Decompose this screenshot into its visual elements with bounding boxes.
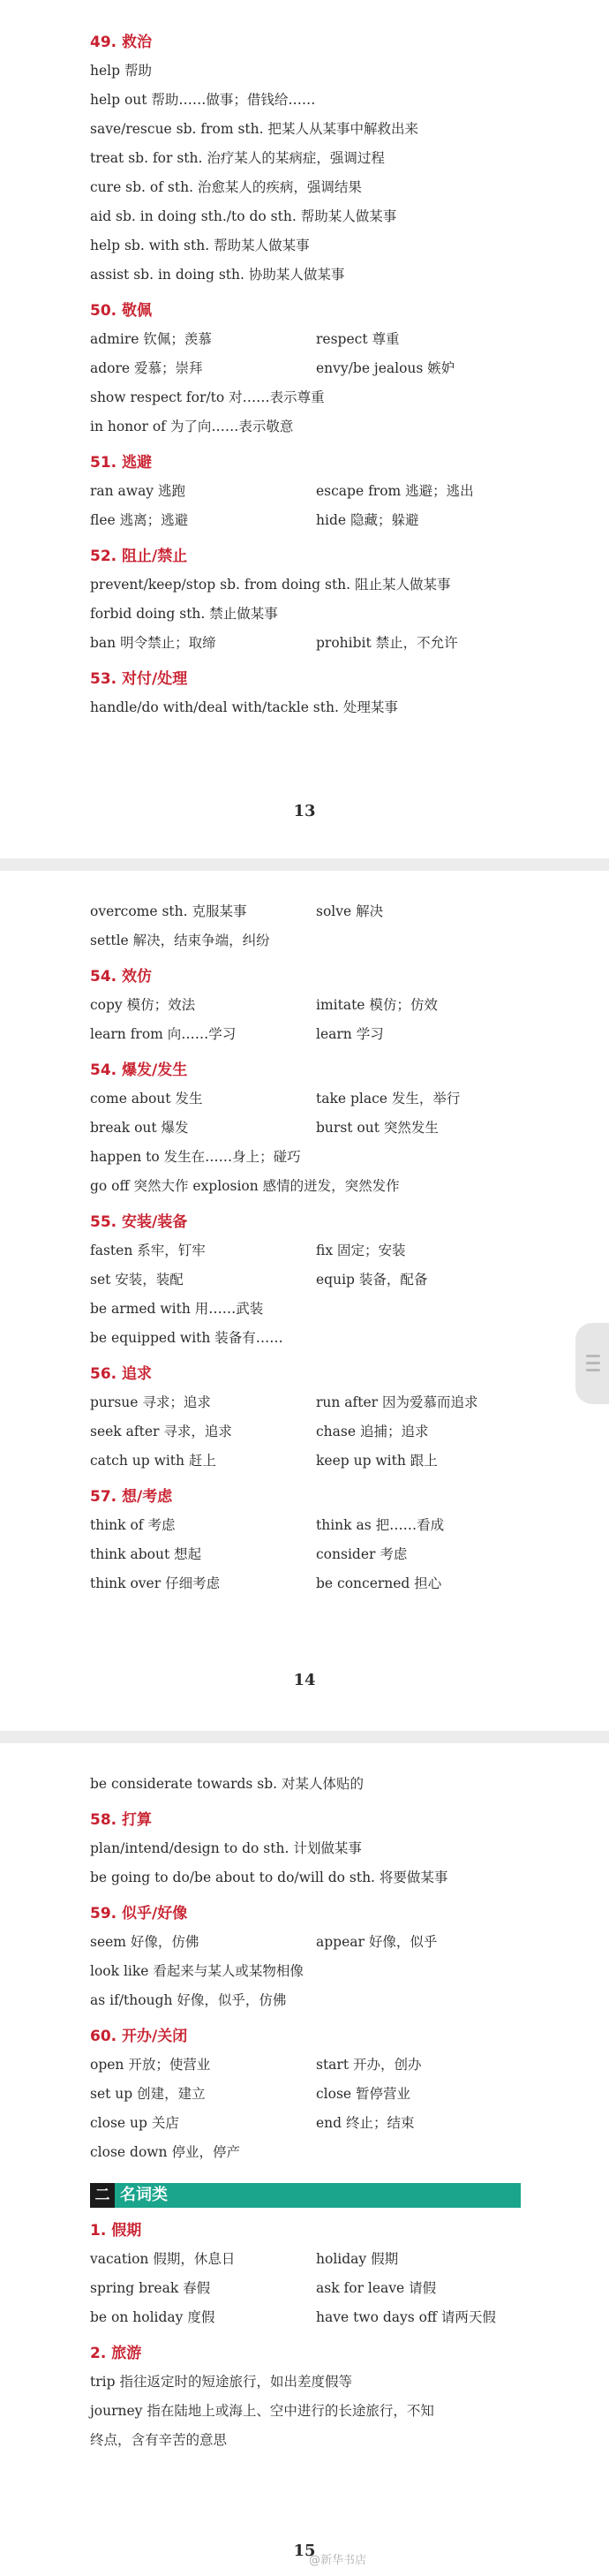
vocab-row bbox=[90, 1834, 531, 1863]
topic-heading: 59. 似乎/好像 bbox=[90, 1905, 188, 1923]
page-13-content bbox=[90, 32, 531, 722]
entry-left: seem 好像，仿佛 bbox=[90, 1934, 199, 1950]
topic-heading: 50. 敬佩 bbox=[90, 302, 153, 320]
entry-left: 终点，含有辛苦的意思 bbox=[90, 2432, 228, 2448]
entry-left: vacation 假期，休息日 bbox=[90, 2251, 236, 2267]
vocab-row bbox=[90, 1020, 531, 1049]
page-number: 15 bbox=[293, 2542, 316, 2560]
entry-left: help 帮助 bbox=[90, 63, 152, 79]
topic-heading: 57. 想/考虑 bbox=[90, 1488, 173, 1506]
section-band bbox=[90, 2183, 531, 2210]
entry-right: be concerned 担心 bbox=[316, 1575, 442, 1591]
entry-right: escape from 逃避；逃出 bbox=[316, 483, 474, 499]
entry-left: open 开放；使营业 bbox=[90, 2057, 211, 2073]
topic-heading: 56. 追求 bbox=[90, 1365, 153, 1383]
vocab-row bbox=[90, 86, 531, 115]
entry-right: close 暂停营业 bbox=[316, 2086, 411, 2102]
vocab-row bbox=[90, 325, 531, 354]
page-14-content bbox=[90, 897, 531, 1598]
entry-left: show respect for/to 对……表示尊重 bbox=[90, 389, 325, 405]
entry-left: set up 创建，建立 bbox=[90, 2086, 206, 2102]
vocab-row bbox=[90, 1957, 531, 1986]
entry-left: fasten 系牢，钉牢 bbox=[90, 1243, 206, 1258]
vocab-row bbox=[90, 1540, 531, 1569]
vocab-row bbox=[90, 1143, 531, 1172]
vocab-row bbox=[90, 2426, 531, 2455]
entry-left: in honor of 为了向……表示敬意 bbox=[90, 419, 294, 434]
entry-left: prevent/keep/stop sb. from doing sth. 阻止某人做某事 bbox=[90, 577, 451, 593]
vocab-row bbox=[90, 2080, 531, 2109]
entry-left: close up 关店 bbox=[90, 2115, 179, 2131]
menu-line-icon bbox=[586, 1362, 600, 1364]
vocab-row bbox=[90, 2368, 531, 2397]
vocab-row bbox=[90, 1511, 531, 1540]
topic-heading: 52. 阻止/禁止 bbox=[90, 548, 188, 565]
entry-right: chase 追捕；追求 bbox=[316, 1424, 429, 1439]
vocab-row bbox=[90, 1084, 531, 1114]
section-number: 二 bbox=[94, 2187, 110, 2204]
entry-right: respect 尊重 bbox=[316, 331, 400, 347]
entry-right: run after 因为爱慕而追求 bbox=[316, 1394, 478, 1410]
section-title: 名词类 bbox=[120, 2186, 168, 2204]
menu-line-icon bbox=[586, 1369, 600, 1371]
entry-right: take place 发生，举行 bbox=[316, 1091, 461, 1107]
entry-left: be armed with 用……武装 bbox=[90, 1301, 264, 1317]
vocab-row bbox=[90, 1928, 531, 1957]
vocab-row bbox=[90, 1770, 531, 1799]
entry-left: look like 看起来与某人或某物相像 bbox=[90, 1963, 304, 1979]
entry-right: solve 解决 bbox=[316, 903, 384, 919]
vocab-row bbox=[90, 1447, 531, 1476]
entry-left: close down 停业，停产 bbox=[90, 2144, 240, 2160]
entry-right: burst out 突然发生 bbox=[316, 1120, 439, 1136]
entry-left: be equipped with 装备有…… bbox=[90, 1330, 283, 1346]
page-15-content bbox=[90, 1770, 531, 2455]
entry-left: treat sb. for sth. 治疗某人的某病症，强调过程 bbox=[90, 150, 385, 166]
entry-left: think about 想起 bbox=[90, 1546, 202, 1562]
entry-right: end 终止；结束 bbox=[316, 2115, 415, 2131]
entry-right: imitate 模仿；仿效 bbox=[316, 997, 438, 1013]
entry-right: appear 好像，似乎 bbox=[316, 1934, 438, 1950]
vocab-row bbox=[90, 477, 531, 506]
entry-left: set 安装，装配 bbox=[90, 1272, 184, 1288]
entry-left: settle 解决，结束争端，纠纷 bbox=[90, 933, 270, 948]
entry-left: ban 明令禁止；取缔 bbox=[90, 635, 216, 651]
vocab-row bbox=[90, 144, 531, 173]
entry-right: equip 装备，配备 bbox=[316, 1272, 428, 1288]
entry-left: aid sb. in doing sth./to do sth. 帮助某人做某事 bbox=[90, 208, 397, 224]
vocab-row bbox=[90, 926, 531, 956]
entry-right: hide 隐藏；躲避 bbox=[316, 512, 419, 528]
entry-left: pursue 寻求；追求 bbox=[90, 1394, 211, 1410]
watermark: @新华书店 bbox=[309, 2554, 367, 2567]
entry-right: holiday 假期 bbox=[316, 2251, 399, 2267]
entry-left: flee 逃离；逃避 bbox=[90, 512, 189, 528]
vocab-row bbox=[90, 57, 531, 86]
entry-right: start 开办，创办 bbox=[316, 2057, 422, 2073]
entry-right: think as 把……看成 bbox=[316, 1517, 445, 1533]
vocab-row bbox=[90, 629, 531, 658]
entry-left: spring break 春假 bbox=[90, 2280, 211, 2296]
entry-left: be considerate towards sb. 对某人体贴的 bbox=[90, 1776, 365, 1792]
entry-left: happen to 发生在……身上；碰巧 bbox=[90, 1149, 301, 1165]
page-14 bbox=[0, 871, 609, 1731]
page-separator bbox=[0, 1731, 609, 1743]
vocab-row bbox=[90, 600, 531, 629]
entry-right: envy/be jealous 嫉妒 bbox=[316, 360, 455, 376]
topic-heading: 60. 开办/关闭 bbox=[90, 2028, 188, 2045]
vocab-row bbox=[90, 1265, 531, 1295]
vocab-row bbox=[90, 1295, 531, 1324]
entry-right: keep up with 跟上 bbox=[316, 1453, 438, 1469]
entry-left: forbid doing sth. 禁止做某事 bbox=[90, 606, 278, 622]
page-15 bbox=[0, 1743, 609, 2576]
vocab-row bbox=[90, 202, 531, 231]
entry-left: think of 考虑 bbox=[90, 1517, 176, 1533]
vocab-row bbox=[90, 2138, 531, 2167]
vocab-row bbox=[90, 261, 531, 290]
menu-line-icon bbox=[586, 1355, 600, 1357]
vocab-row bbox=[90, 506, 531, 535]
vocab-row bbox=[90, 1417, 531, 1447]
entry-left: as if/though 好像，似乎，仿佛 bbox=[90, 1992, 287, 2008]
vocab-row bbox=[90, 173, 531, 202]
topic-heading: 54. 效仿 bbox=[90, 968, 153, 986]
entry-right: learn 学习 bbox=[316, 1026, 384, 1042]
vocab-row bbox=[90, 1236, 531, 1265]
entry-right: have two days off 请两天假 bbox=[316, 2309, 496, 2325]
entry-left: be on holiday 度假 bbox=[90, 2309, 215, 2325]
vocab-row bbox=[90, 412, 531, 442]
topic-heading: 58. 打算 bbox=[90, 1811, 153, 1829]
entry-right: fix 固定；安装 bbox=[316, 1243, 406, 1258]
entry-left: go off 突然大作 explosion 感情的迸发，突然发作 bbox=[90, 1178, 400, 1194]
vocab-row bbox=[90, 354, 531, 383]
topic-heading: 54. 爆发/发生 bbox=[90, 1061, 188, 1079]
entry-left: assist sb. in doing sth. 协助某人做某事 bbox=[90, 267, 345, 283]
entry-left: help out 帮助……做事；借钱给…… bbox=[90, 92, 316, 108]
entry-left: help sb. with sth. 帮助某人做某事 bbox=[90, 238, 310, 253]
vocab-row bbox=[90, 2274, 531, 2303]
entry-left: learn from 向……学习 bbox=[90, 1026, 237, 1042]
vocab-row bbox=[90, 1986, 531, 2015]
page-separator bbox=[0, 858, 609, 871]
topic-heading: 49. 救治 bbox=[90, 34, 153, 51]
vocab-row bbox=[90, 2303, 531, 2332]
entry-left: admire 钦佩；羡慕 bbox=[90, 331, 212, 347]
entry-left: seek after 寻求，追求 bbox=[90, 1424, 232, 1439]
entry-left: break out 爆发 bbox=[90, 1120, 189, 1136]
vocab-row bbox=[90, 2245, 531, 2274]
entry-left: come about 发生 bbox=[90, 1091, 203, 1107]
side-scroll-tab[interactable] bbox=[575, 1323, 609, 1404]
vocab-row bbox=[90, 2109, 531, 2138]
vocab-row bbox=[90, 2397, 531, 2426]
entry-left: adore 爱慕；崇拜 bbox=[90, 360, 203, 376]
entry-left: catch up with 赶上 bbox=[90, 1453, 216, 1469]
entry-left: overcome sth. 克服某事 bbox=[90, 903, 247, 919]
vocab-row bbox=[90, 2051, 531, 2080]
topic-heading: 1. 假期 bbox=[90, 2222, 142, 2240]
page-13 bbox=[0, 0, 609, 858]
entry-left: trip 指往返定时的短途旅行，如出差度假等 bbox=[90, 2374, 352, 2390]
entry-right: prohibit 禁止，不允许 bbox=[316, 635, 458, 651]
vocab-row bbox=[90, 991, 531, 1020]
entry-left: ran away 逃跑 bbox=[90, 483, 185, 499]
vocab-row bbox=[90, 570, 531, 600]
vocab-row bbox=[90, 231, 531, 261]
vocab-row bbox=[90, 383, 531, 412]
entry-left: handle/do with/deal with/tackle sth. 处理某事 bbox=[90, 699, 398, 715]
entry-right: consider 考虑 bbox=[316, 1546, 408, 1562]
entry-left: copy 模仿；效法 bbox=[90, 997, 196, 1013]
entry-left: think over 仔细考虑 bbox=[90, 1575, 221, 1591]
entry-left: cure sb. of sth. 治愈某人的疾病，强调结果 bbox=[90, 179, 362, 195]
entry-left: journey 指在陆地上或海上、空中进行的长途旅行，不知 bbox=[90, 2403, 434, 2419]
entry-left: plan/intend/design to do sth. 计划做某事 bbox=[90, 1840, 362, 1856]
entry-left: save/rescue sb. from sth. 把某人从某事中解救出来 bbox=[90, 121, 419, 137]
section-number-box bbox=[90, 2183, 115, 2208]
vocab-row bbox=[90, 1114, 531, 1143]
vocab-row bbox=[90, 897, 531, 926]
page-number: 13 bbox=[293, 802, 316, 820]
entry-right: ask for leave 请假 bbox=[316, 2280, 437, 2296]
topic-heading: 55. 安装/装备 bbox=[90, 1213, 188, 1231]
vocab-row bbox=[90, 1324, 531, 1353]
vocab-row bbox=[90, 1863, 531, 1892]
vocab-row bbox=[90, 1388, 531, 1417]
section-bar bbox=[108, 2183, 521, 2208]
vocab-row bbox=[90, 1569, 531, 1598]
entry-left: be going to do/be about to do/will do sth. 将要做某事 bbox=[90, 1870, 448, 1885]
vocab-row bbox=[90, 115, 531, 144]
topic-heading: 53. 对付/处理 bbox=[90, 670, 188, 688]
vocab-row bbox=[90, 693, 531, 722]
topic-heading: 51. 逃避 bbox=[90, 454, 153, 472]
topic-heading: 2. 旅游 bbox=[90, 2345, 142, 2362]
page-number: 14 bbox=[293, 1671, 316, 1689]
vocab-row bbox=[90, 1172, 531, 1201]
